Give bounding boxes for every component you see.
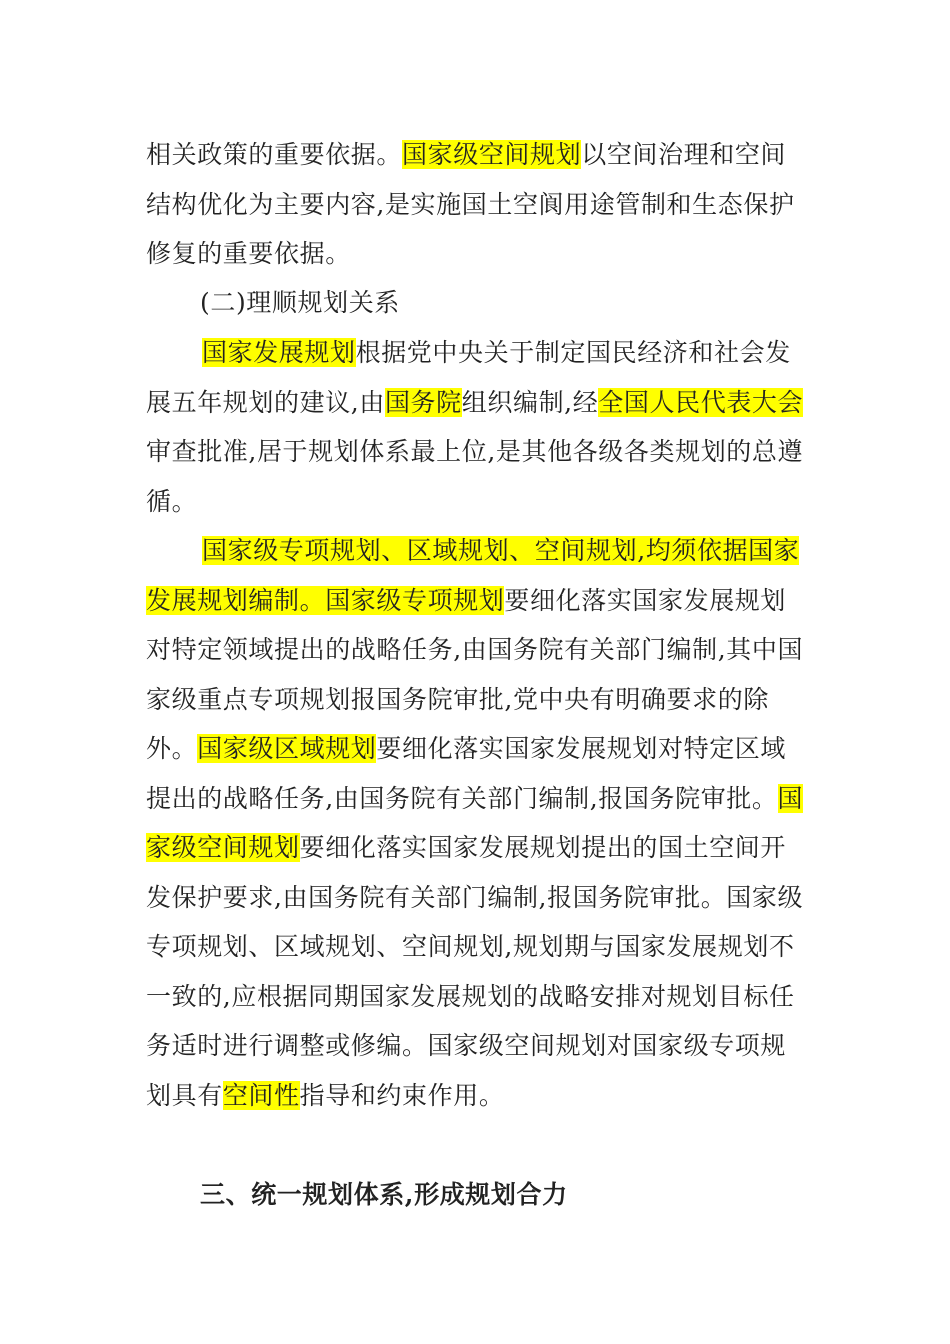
text-segment: 相关政策的重要依据。 [146,140,403,169]
paragraph-national-level-plans [146,526,811,1120]
highlighted-text: 全国人民代表大会 [598,387,804,417]
highlighted-text: 国家级专项规划、区域规划、空间规划,均须依据国家发展规划编制。国家级专项规划 [146,536,800,615]
text-segment: 以空间治理和空间结构优化为主要内容,是实施国土空阆用途管制和生态保护修复的重要依据。 [146,140,795,268]
highlighted-text: 国务院 [384,387,462,417]
text-segment: 审查批准,居于规划体系最上位,是其他各级各类规划的总遵循。 [146,437,804,516]
highlighted-text: 空间性 [222,1080,300,1110]
text-segment: (二)理顺规划关系 [200,288,400,317]
paragraph-spatial-plan-basis [146,130,811,279]
section-subtitle-relationship [200,278,811,328]
paragraph-national-development-plan [146,328,811,526]
text-segment: 根据党中央关于制定国民经济和社会发展五年规划的建议,由 [146,338,791,417]
highlighted-text: 国家级区域规划 [197,734,377,763]
highlighted-text: 国家发展规划 [202,338,356,367]
highlighted-text: 国家级空间规划 [402,140,582,169]
section-heading-unify-planning: 三、统一规划体系,形成规划合力 [200,1180,568,1209]
text-segment: 要细化落实国家发展规划对特定区域提出的战略任务,由国务院有关部门编制,报国务院审批。 [146,734,787,813]
text-segment: 要细化落实国家发展规划对特定领域提出的战略任务,由国务院有关部门编制,其中国家级重点专项规划报国务院审批,党中央有明确要求的除外。 [146,585,804,763]
highlighted-text: 国家级空间规划 [146,783,804,862]
text-segment: 指导和约束作用。 [299,1080,505,1110]
text-segment: 组织编制,经 [461,387,599,417]
text-segment: 要细化落实国家发展规划提出的国土空间开发保护要求,由国务院有关部门编制,报国务院审批。国家级专项规划、区域规划、空间规划,规划期与国家发展规划不一致的,应根据同期国家发展规划的战略安排对规划目标任务适时进行调整或修编。国家级空间规划对国家级专项规划具有 [146,833,804,1110]
